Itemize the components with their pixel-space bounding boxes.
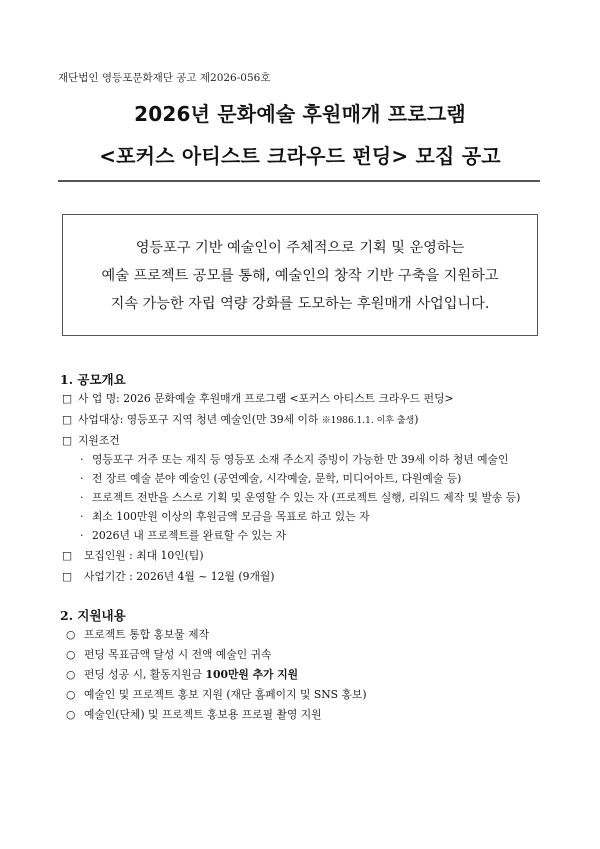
circle-bullet-icon: ○ bbox=[66, 688, 76, 701]
circle-bullet-icon: ○ bbox=[66, 628, 76, 641]
conditions-label: 지원조건 bbox=[78, 434, 120, 447]
summary-line-1: 영등포구 기반 예술인이 주체적으로 기획 및 운영하는 bbox=[135, 240, 465, 256]
condition-item bbox=[80, 452, 508, 467]
bullet-dot-icon: · bbox=[80, 510, 84, 523]
circle-bullet-icon: ○ bbox=[66, 648, 76, 661]
support-item bbox=[66, 687, 367, 702]
bullet-dot-icon: · bbox=[80, 453, 84, 466]
condition-text: 프로젝트 전반을 스스로 기획 및 운영할 수 있는 자 (프로젝트 실행, 리워드 제작 및 발송 등) bbox=[92, 491, 521, 504]
support-text: 예술인 및 프로젝트 홍보 지원 (재단 홈페이지 및 SNS 홍보) bbox=[84, 688, 367, 701]
circle-bullet-icon: ○ bbox=[66, 708, 76, 721]
condition-item bbox=[80, 509, 370, 524]
summary-line-2: 예술 프로젝트 공모를 통해, 예술인의 창작 기반 구축을 지원하고 bbox=[101, 268, 499, 284]
bullet-dot-icon: · bbox=[80, 529, 84, 542]
recruitment-row bbox=[62, 548, 204, 563]
bullet-dot-icon: · bbox=[80, 491, 84, 504]
target-row bbox=[62, 412, 418, 427]
checkbox-square-icon: □ bbox=[62, 549, 73, 562]
notice-number: 재단법인 영등포문화재단 공고 제2026-056호 bbox=[58, 72, 271, 84]
condition-text: 2026년 내 프로젝트를 완료할 수 있는 자 bbox=[92, 529, 287, 542]
target-close: ) bbox=[414, 413, 419, 426]
support-item bbox=[66, 707, 322, 722]
period-row bbox=[62, 569, 275, 584]
condition-text: 영등포구 거주 또는 재직 등 영등포 소재 주소지 증빙이 가능한 만 39세 이하 청년 예술인 bbox=[92, 453, 509, 466]
conditions-label-row bbox=[62, 433, 120, 448]
checkbox-square-icon: □ bbox=[62, 570, 73, 583]
summary-line-3: 지속 가능한 자립 역량 강화를 도모하는 후원매개 사업입니다. bbox=[110, 296, 490, 312]
support-text: 프로젝트 통합 홍보물 제작 bbox=[84, 628, 210, 641]
section-2-heading: 2. 지원내용 bbox=[60, 608, 126, 623]
condition-item bbox=[80, 490, 520, 505]
title-line-2: <포커스 아티스트 크라우드 펀딩> 모집 공고 bbox=[99, 144, 501, 168]
condition-text: 전 장르 예술 분야 예술인 (공연예술, 시각예술, 문학, 미디어아트, 다원예술 등) bbox=[92, 472, 462, 485]
period-text: 사업기간 : 2026년 4월 ~ 12월 (9개월) bbox=[84, 570, 275, 583]
section-1-heading: 1. 공모개요 bbox=[60, 372, 126, 387]
checkbox-square-icon: □ bbox=[62, 413, 73, 426]
title-divider bbox=[58, 180, 540, 182]
condition-item bbox=[80, 471, 461, 486]
target-text: 사업대상: 영등포구 지역 청년 예술인(만 39세 이하 bbox=[78, 413, 322, 426]
support-text: 펀딩 목표금액 달성 시 전액 예술인 귀속 bbox=[84, 648, 272, 661]
title-line-1: 2026년 문화예술 후원매개 프로그램 bbox=[134, 102, 466, 126]
condition-text: 최소 100만원 이상의 후원금액 모금을 목표로 하고 있는 자 bbox=[92, 510, 370, 523]
support-item bbox=[66, 627, 209, 642]
summary-box bbox=[62, 214, 538, 336]
funding-text: 펀딩 성공 시, 활동지원금 bbox=[84, 668, 206, 681]
funding-amount-bold: 100만원 추가 지원 bbox=[205, 668, 299, 681]
project-name-text: 사 업 명: 2026 문화예술 후원매개 프로그램 <포커스 아티스트 크라우드 펀딩> bbox=[78, 392, 454, 405]
recruitment-text: 모집인원 : 최대 10인(팀) bbox=[84, 549, 204, 562]
bullet-dot-icon: · bbox=[80, 472, 84, 485]
circle-bullet-icon: ○ bbox=[66, 668, 76, 681]
project-name-row bbox=[62, 391, 454, 406]
support-text: 예술인(단체) 및 프로젝트 홍보용 프로필 촬영 지원 bbox=[84, 708, 322, 721]
checkbox-square-icon: □ bbox=[62, 392, 73, 405]
support-item-funding bbox=[66, 667, 298, 682]
checkbox-square-icon: □ bbox=[62, 434, 73, 447]
target-birth-note: ※1986.1.1. 이후 출생 bbox=[321, 416, 415, 426]
condition-item bbox=[80, 528, 286, 543]
support-item bbox=[66, 647, 271, 662]
